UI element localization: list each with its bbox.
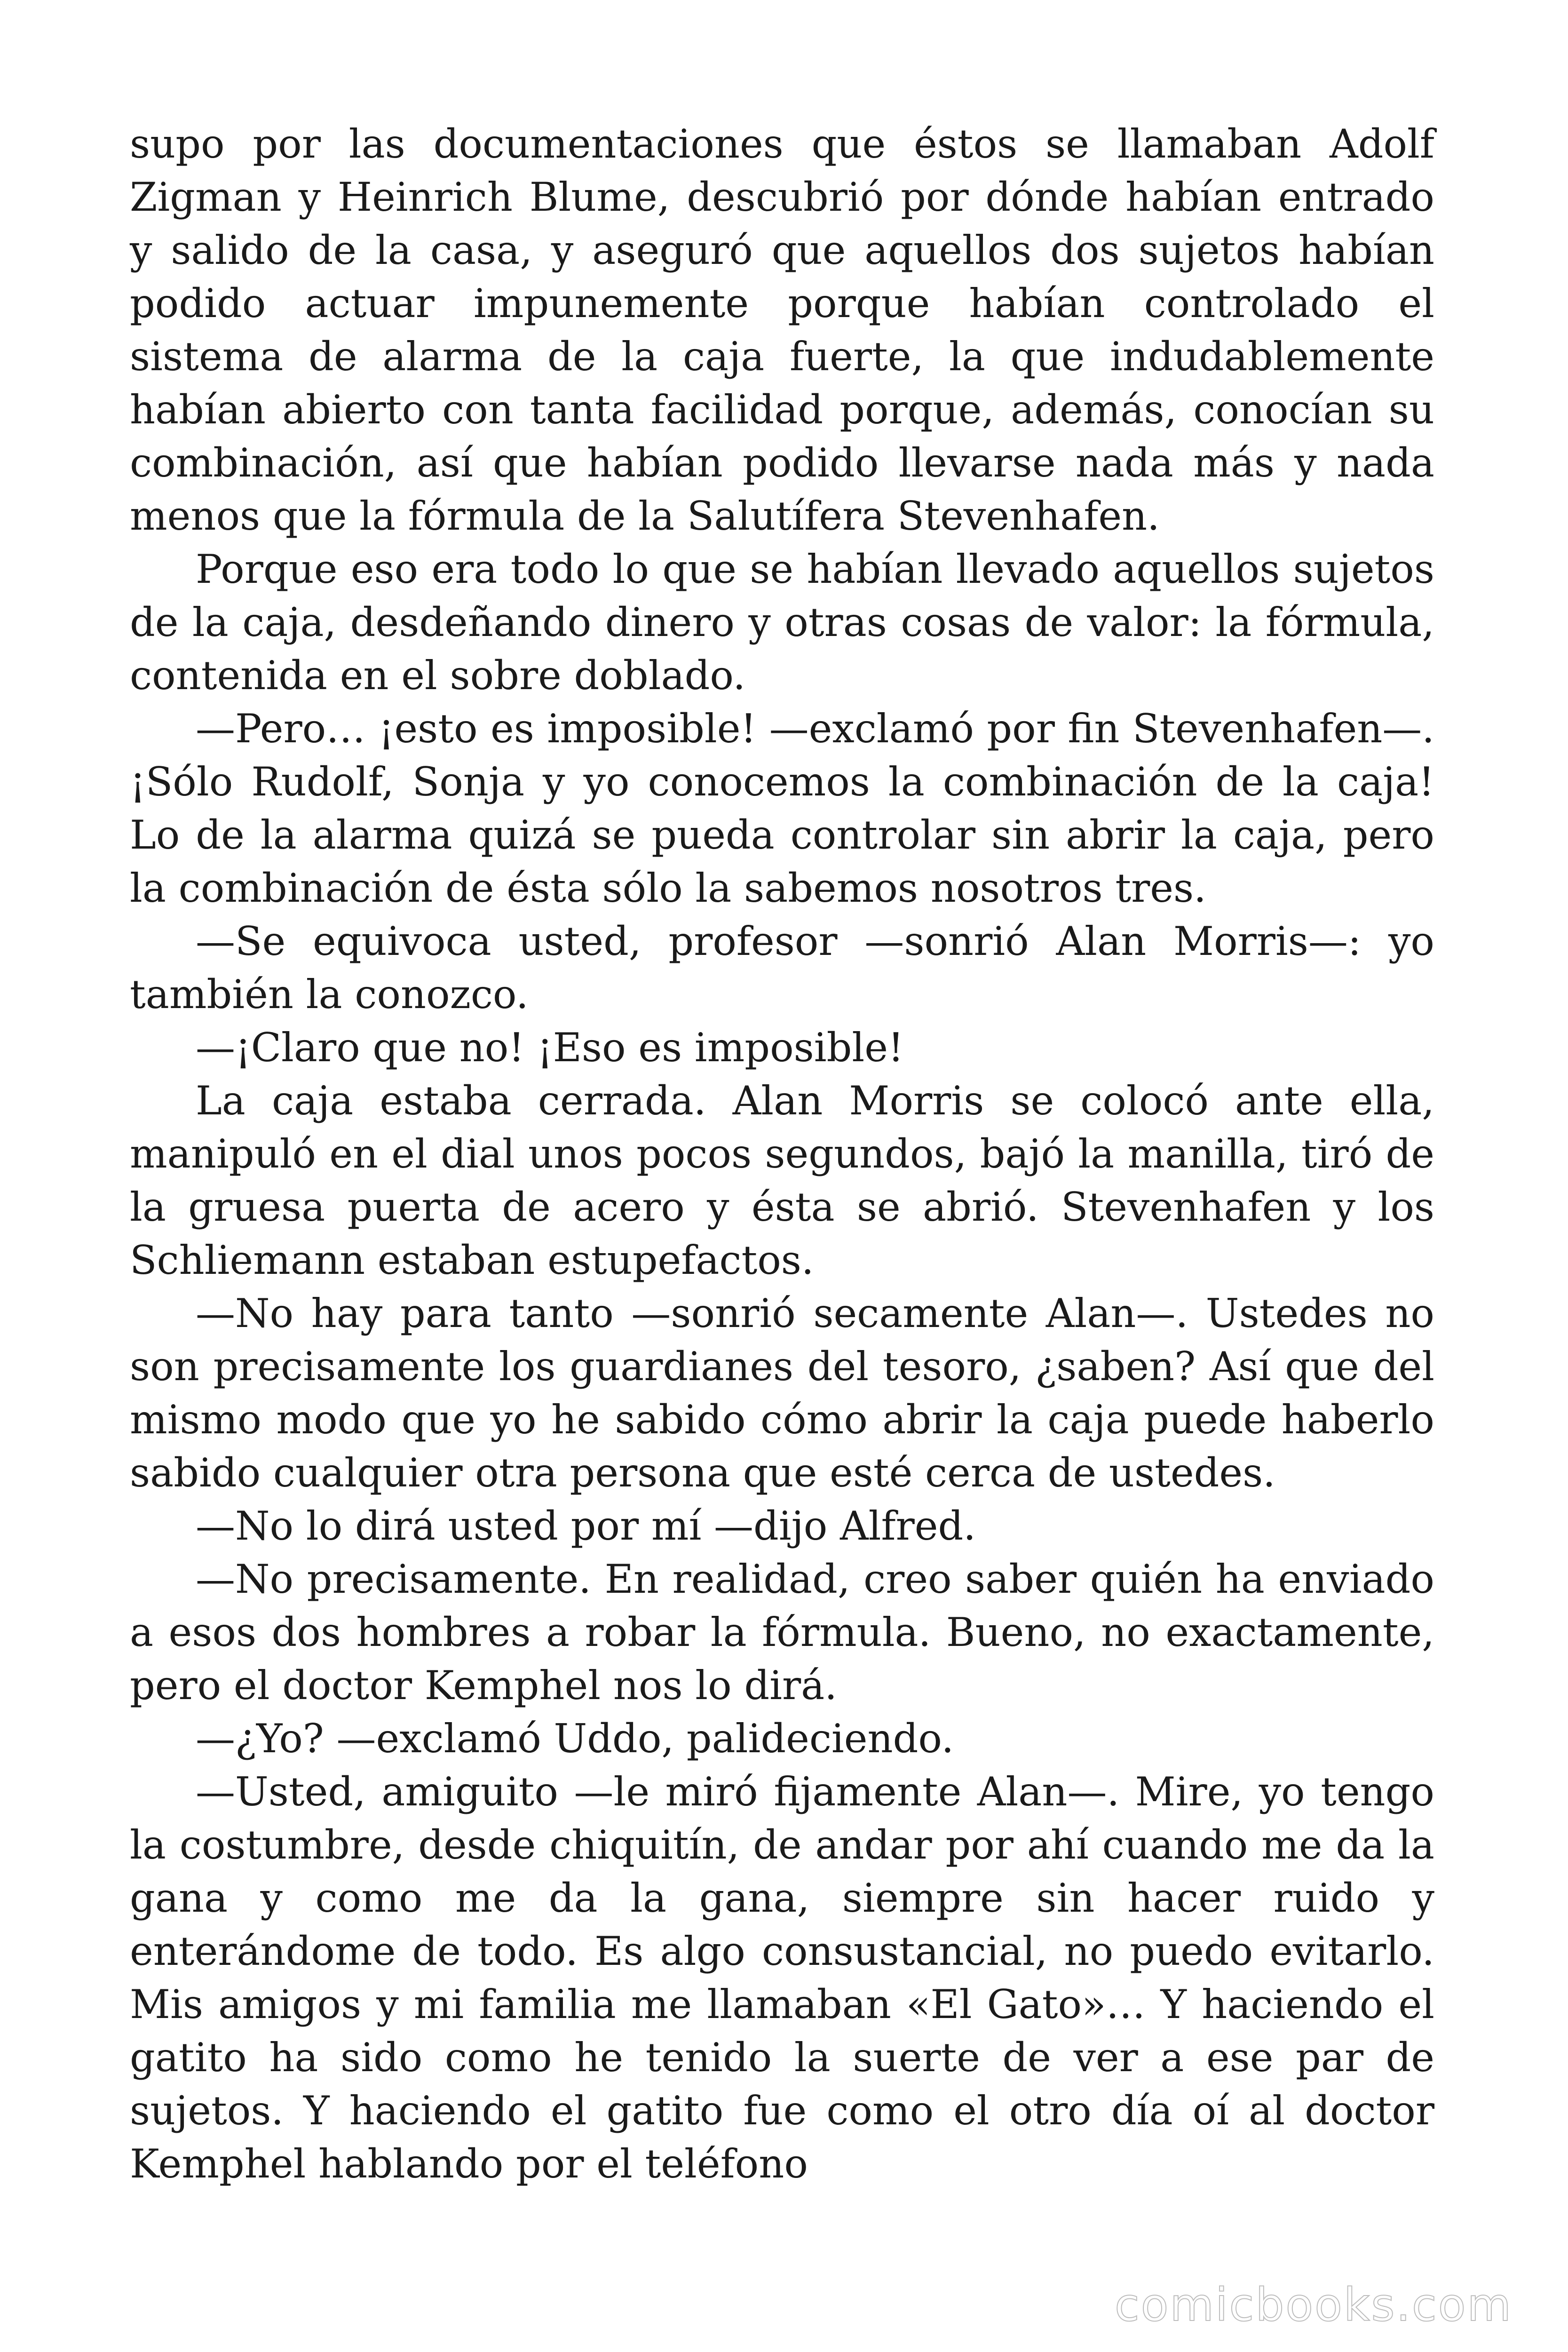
paragraph: Porque eso era todo lo que se habían llevado aquellos sujetos de la caja, desdeñando dinero y otras cosas de valor: la fórmula, contenida en el sobre doblado. — [130, 546, 1434, 699]
paragraph: supo por las documentaciones que éstos se llamaban Adolf Zigman y Heinrich Blume, descubrió por dónde habían entrado y salido de la casa, y aseguró que aquellos dos sujetos habían podido actuar impunemente porque habían controlado el sistema de alarma de la caja fuerte, la que indudablemente habían abierto con tanta facilidad porque, además, conocían su combinación, así que habían podido llevarse nada más y nada menos que la fórmula de la Salutífera Stevenhafen. — [130, 121, 1434, 539]
paragraph: —Usted, amiguito —le miró fijamente Alan—. Mire, yo tengo la costumbre, desde chiquitín, de andar por ahí cuando me da la gana y como me da la gana, siempre sin hacer ruido y enterándome de todo. Es algo consustancial, no puedo evitarlo. Mis amigos y mi familia me llamaban «El Gato»… Y haciendo el gatito ha sido como he tenido la suerte de ver a ese par de sujetos. Y haciendo el gatito fue como el otro día oí al doctor Kemphel hablando por el teléfono — [130, 1769, 1434, 2187]
paragraph: —No lo dirá usted por mí —dijo Alfred. — [196, 1503, 976, 1549]
paragraph: —¡Claro que no! ¡Eso es imposible! — [196, 1025, 904, 1071]
paragraph: —Pero… ¡esto es imposible! —exclamó por fin Stevenhafen—. ¡Sólo Rudolf, Sonja y yo conocemos la combinación de la caja! Lo de la alarma quizá se pueda controlar sin abrir la caja, pero la combinación de ésta sólo la sabemos nosotros tres. — [130, 706, 1434, 911]
paragraph: —No precisamente. En realidad, creo saber quién ha enviado a esos dos hombres a robar la fórmula. Bueno, no exactamente, pero el doctor Kemphel nos lo dirá. — [130, 1556, 1434, 1708]
page-body — [130, 118, 1434, 2191]
watermark: comicbooks.com — [1114, 2279, 1513, 2331]
paragraph: La caja estaba cerrada. Alan Morris se colocó ante ella, manipuló en el dial unos pocos segundos, bajó la manilla, tiró de la gruesa puerta de acero y ésta se abrió. Stevenhafen y los Schliemann estaban estupefactos. — [130, 1078, 1434, 1283]
paragraph: —No hay para tanto —sonrió secamente Alan—. Ustedes no son precisamente los guardianes del tesoro, ¿saben? Así que del mismo modo que yo he sabido cómo abrir la caja puede haberlo sabido cualquier otra persona que esté cerca de ustedes. — [130, 1290, 1434, 1496]
paragraph: —¿Yo? —exclamó Uddo, palideciendo. — [196, 1716, 954, 1762]
paragraph: —Se equivoca usted, profesor —sonrió Alan Morris—: yo también la conozco. — [130, 918, 1434, 1017]
